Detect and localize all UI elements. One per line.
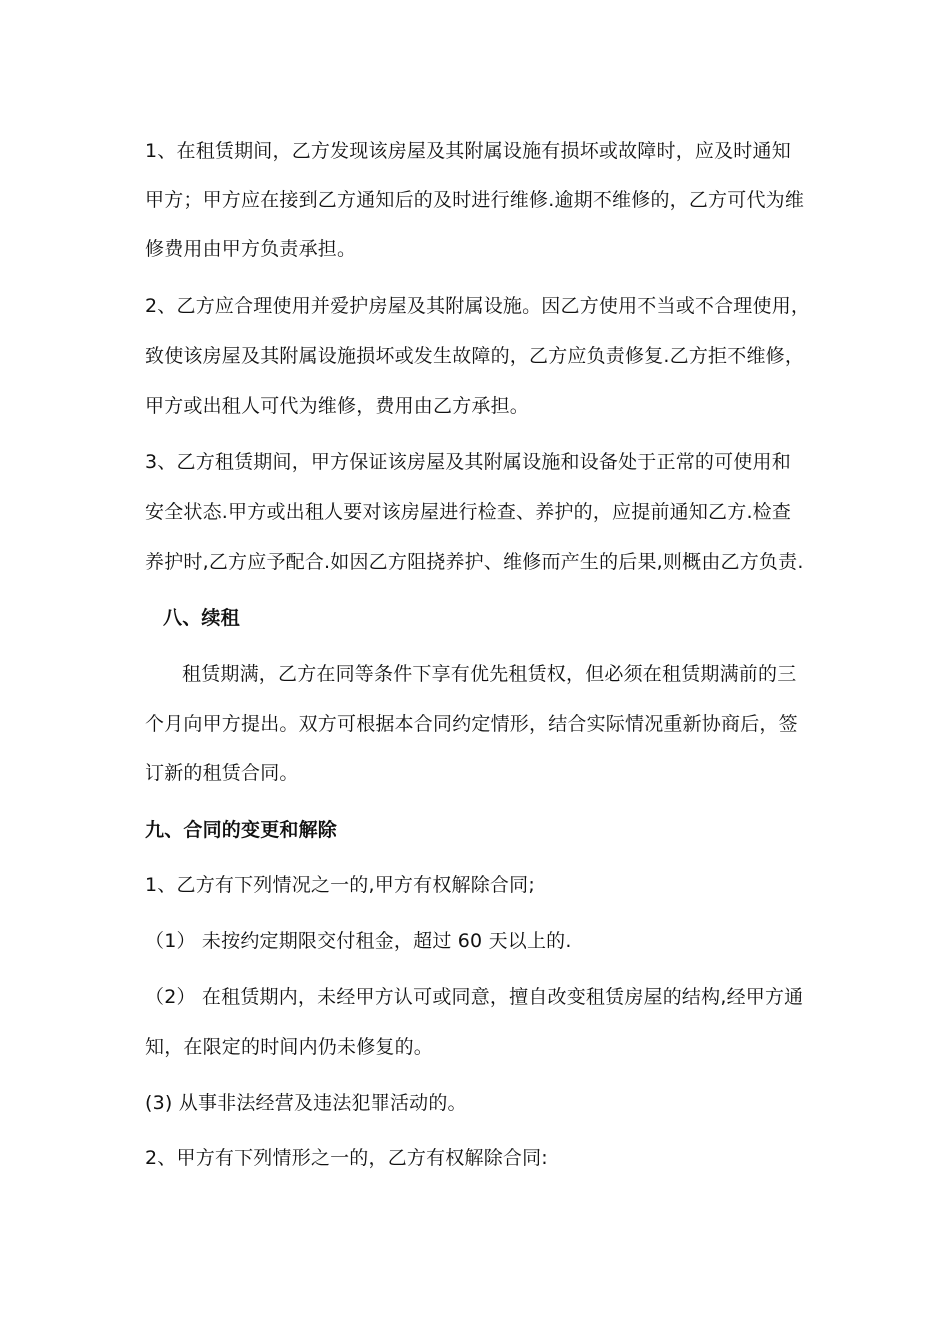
text-line-18: 2、甲方有下列情形之一的，乙方有权解除合同:: [145, 1147, 548, 1169]
text-line-1: 1、在租赁期间，乙方发现该房屋及其附属设施有损坏或故障时，应及时通知: [145, 140, 791, 162]
text-line-4: 2、乙方应合理使用并爱护房屋及其附属设施。因乙方使用不当或不合理使用，: [145, 295, 811, 317]
text-line-3: 修费用由甲方负责承担。: [145, 238, 357, 260]
text-line-14: （1） 未按约定期限交付租金，超过 60 天以上的.: [145, 930, 572, 952]
text-line-17: (3) 从事非法经营及违法犯罪活动的。: [145, 1092, 467, 1114]
text-line-8: 安全状态.甲方或出租人要对该房屋进行检查、养护的，应提前通知乙方.检查: [145, 501, 792, 523]
text-line-6: 甲方或出租人可代为维修，费用由乙方承担。: [145, 395, 530, 417]
text-line-5: 致使该房屋及其附属设施损坏或发生故障的，乙方应负责修复.乙方拒不维修，: [145, 345, 805, 367]
text-line-13: 1、乙方有下列情况之一的,甲方有权解除合同;: [145, 874, 535, 896]
text-line-16: 知，在限定的时间内仍未修复的。: [145, 1036, 434, 1058]
text-line-12: 订新的租赁合同。: [145, 762, 299, 784]
text-line-11: 个月向甲方提出。双方可根据本合同约定情形，结合实际情况重新协商后，签: [145, 713, 798, 735]
section-heading-renewal: 八、续租: [163, 607, 240, 629]
text-line-15: （2） 在租赁期内，未经甲方认可或同意，擅自改变租赁房屋的结构,经甲方通: [145, 986, 804, 1008]
text-line-10: 租赁期满，乙方在同等条件下享有优先租赁权，但必须在租赁期满前的三: [182, 663, 797, 685]
section-heading-termination: 九、合同的变更和解除: [145, 819, 338, 841]
text-line-9: 养护时,乙方应予配合.如因乙方阻挠养护、维修而产生的后果,则概由乙方负责.: [145, 551, 804, 573]
text-line-7: 3、乙方租赁期间，甲方保证该房屋及其附属设施和设备处于正常的可使用和: [145, 451, 791, 473]
text-line-2: 甲方；甲方应在接到乙方通知后的及时进行维修.逾期不维修的，乙方可代为维: [145, 189, 805, 211]
